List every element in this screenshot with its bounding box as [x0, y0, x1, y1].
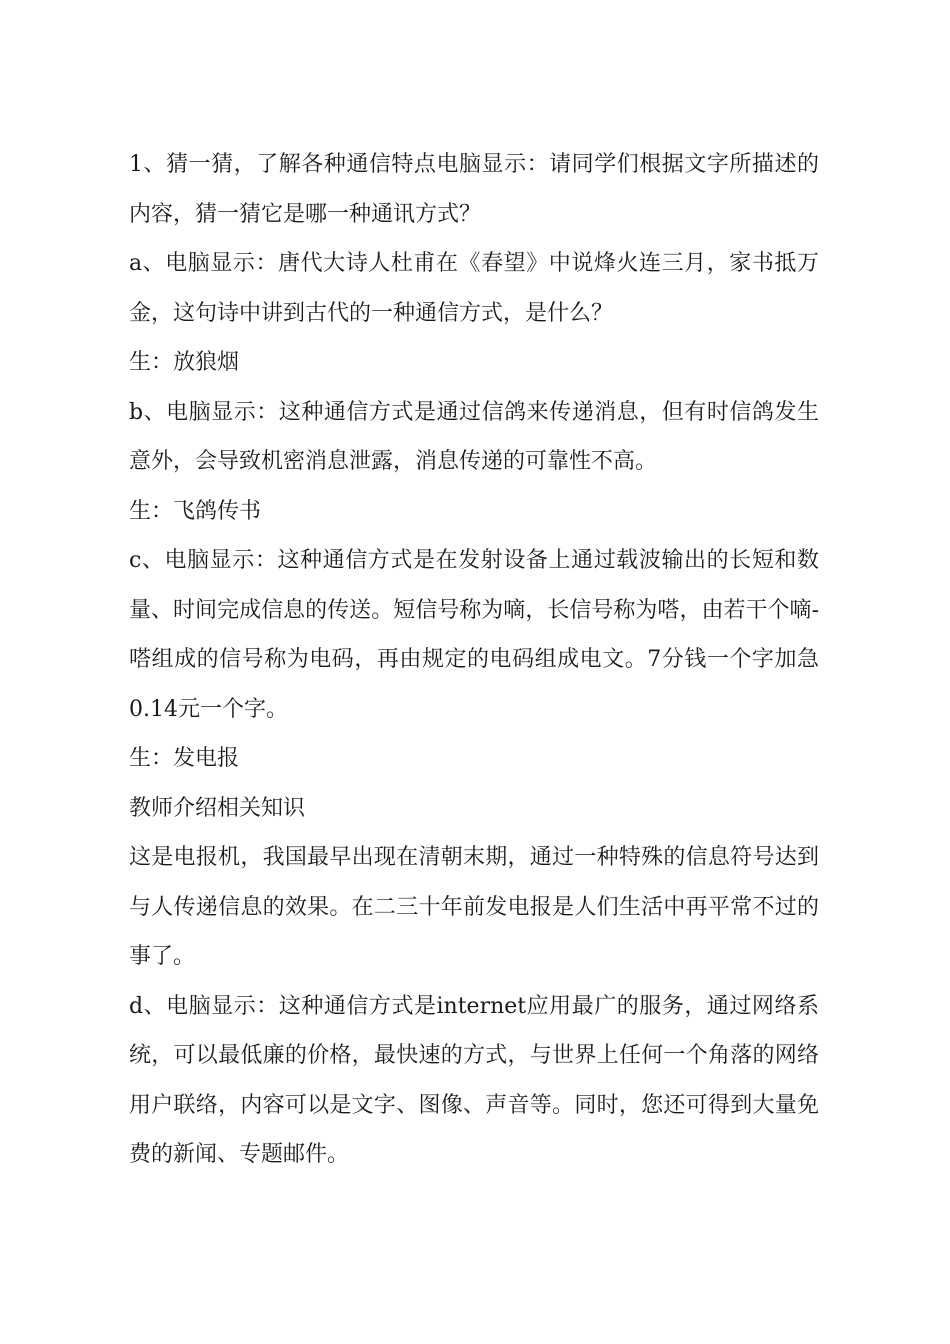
paragraph-answer-b: 生：飞鸽传书 [129, 498, 262, 524]
document-body [129, 140, 819, 1180]
paragraph-question-c: c、电脑显示：这种通信方式是在发射设备上通过载波输出的长短和数量、时间完成信息的传送。短信号称为嘀，长信号称为嗒，由若干个嘀-嗒组成的信号称为电码，再由规定的电码组成电文。7分钱一个字加急0.14元一个字。 [129, 548, 819, 722]
paragraph-teacher-intro: 教师介绍相关知识 [129, 795, 306, 821]
paragraph-telegraph-info: 这是电报机，我国最早出现在清朝末期，通过一种特殊的信息符号达到与人传递信息的效果。在二三十年前发电报是人们生活中再平常不过的事了。 [129, 845, 819, 969]
paragraph-question-b: b、电脑显示：这种通信方式是通过信鸽来传递消息，但有时信鸽发生意外，会导致机密消息泄露，消息传递的可靠性不高。 [129, 399, 819, 474]
paragraph-question-a: a、电脑显示：唐代大诗人杜甫在《春望》中说烽火连三月，家书抵万金，这句诗中讲到古代的一种通信方式，是什么？ [129, 251, 819, 326]
paragraph-answer-a: 生：放狼烟 [129, 350, 240, 375]
paragraph-question-d: d、电脑显示：这种通信方式是internet应用最广的服务，通过网络系统，可以最低廉的价格，最快速的方式，与世界上任何一个角落的网络用户联络，内容可以是文字、图像、声音等。同时，您还可得到大量免费的新闻、专题邮件。 [129, 993, 819, 1167]
paragraph-guess-intro: 1、猜一猜，了解各种通信特点电脑显示：请同学们根据文字所描述的内容，猜一猜它是哪一种通讯方式？ [129, 152, 819, 227]
paragraph-answer-c: 生：发电报 [129, 746, 240, 771]
